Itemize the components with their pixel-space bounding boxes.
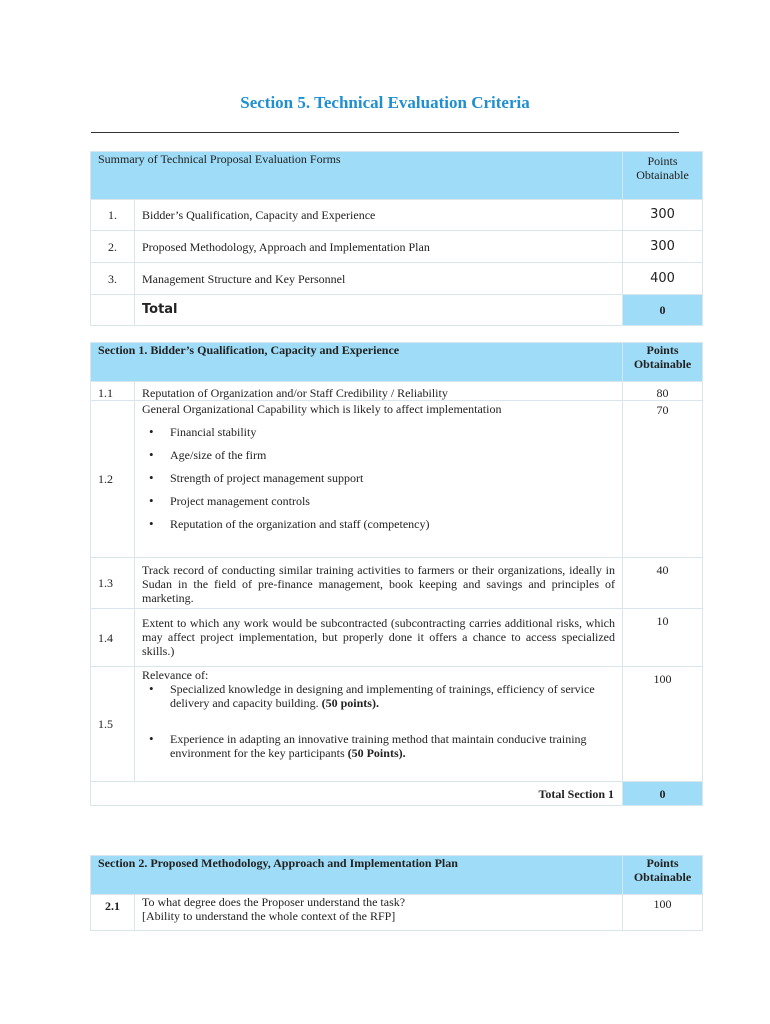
list-item-points: (50 Points). bbox=[347, 746, 406, 760]
summary-header-label: Summary of Technical Proposal Evaluation Forms bbox=[91, 152, 623, 200]
row-number: 2. bbox=[91, 231, 135, 263]
table-row bbox=[91, 667, 703, 782]
section1-total-row bbox=[91, 782, 703, 806]
total-value: 0 bbox=[623, 782, 703, 806]
row-text: Extent to which any work would be subcontracted (subcontracting carries additional risks, which may affect project implementation, but properly done it offers a chance to access specialized skills.) bbox=[135, 609, 623, 667]
row-number: 1.2 bbox=[91, 401, 135, 558]
section2-points-header: Points Obtainable bbox=[623, 856, 703, 895]
list-item bbox=[142, 682, 615, 710]
list-item bbox=[142, 732, 615, 760]
row-points: 300 bbox=[623, 231, 703, 263]
row-text: General Organizational Capability which is likely to affect implementation bbox=[142, 402, 502, 416]
row-points: 100 bbox=[623, 895, 703, 931]
row-text: To what degree does the Proposer understand the task? bbox=[142, 895, 406, 909]
row-text: Reputation of Organization and/or Staff Credibility / Reliability bbox=[135, 382, 623, 401]
section1-table bbox=[90, 342, 703, 806]
section2-table bbox=[90, 855, 703, 931]
section1-header-row bbox=[91, 343, 703, 382]
row-number: 3. bbox=[91, 263, 135, 295]
row-text: Track record of conducting similar training activities to farmers or their organizations, ideally in Sudan in the field of pre-finance management, book keeping and savings and principles of marketing. bbox=[135, 558, 623, 609]
table-row bbox=[91, 231, 703, 263]
row-points: 400 bbox=[623, 263, 703, 295]
row-number: 1. bbox=[91, 200, 135, 231]
list-item-points: (50 points). bbox=[321, 696, 379, 710]
summary-total-row bbox=[91, 295, 703, 326]
table-row bbox=[91, 200, 703, 231]
summary-table bbox=[90, 151, 703, 326]
total-label: Total Section 1 bbox=[91, 782, 623, 806]
list-item-text: Experience in adapting an innovative training method that maintain conducive training environment for the key participants bbox=[170, 732, 587, 760]
row-content bbox=[135, 667, 623, 782]
row-number: 2.1 bbox=[91, 895, 135, 931]
table-row bbox=[91, 609, 703, 667]
section1-points-header: Points Obtainable bbox=[623, 343, 703, 382]
row-points: 40 bbox=[623, 558, 703, 609]
total-value: 0 bbox=[623, 295, 703, 326]
row-number: 1.5 bbox=[91, 667, 135, 782]
row-subtext: [Ability to understand the whole context of the RFP] bbox=[142, 909, 396, 923]
table-row bbox=[91, 895, 703, 931]
row-content bbox=[135, 895, 623, 931]
summary-points-header: Points Obtainable bbox=[623, 152, 703, 200]
list-item: • Reputation of the organization and staff (competency) bbox=[142, 517, 615, 531]
row-number: 1.4 bbox=[91, 609, 135, 667]
row-points: 100 bbox=[623, 667, 703, 782]
table-row bbox=[91, 401, 703, 558]
total-label: Total bbox=[135, 295, 623, 326]
list-item-text: Specialized knowledge in designing and implementing of trainings, efficiency of service delivery and capacity building. bbox=[170, 682, 595, 710]
section2-header-label: Section 2. Proposed Methodology, Approach and Implementation Plan bbox=[91, 856, 623, 895]
list-item: • Financial stability bbox=[142, 425, 615, 439]
summary-header-row bbox=[91, 152, 703, 200]
row-number: 1.1 bbox=[91, 382, 135, 401]
list-item: • Strength of project management support bbox=[142, 471, 615, 485]
row-label: Management Structure and Key Personnel bbox=[135, 263, 623, 295]
row-intro: Relevance of: bbox=[142, 668, 209, 682]
bullet-list bbox=[142, 682, 615, 760]
page-title: Section 5. Technical Evaluation Criteria bbox=[240, 93, 530, 112]
row-number: 1.3 bbox=[91, 558, 135, 609]
row-points: 300 bbox=[623, 200, 703, 231]
section1-header-label: Section 1. Bidder’s Qualification, Capacity and Experience bbox=[91, 343, 623, 382]
row-label: Proposed Methodology, Approach and Implementation Plan bbox=[135, 231, 623, 263]
section2-header-row bbox=[91, 856, 703, 895]
row-points: 10 bbox=[623, 609, 703, 667]
table-row bbox=[91, 382, 703, 401]
row-label: Bidder’s Qualification, Capacity and Experience bbox=[135, 200, 623, 231]
bullet-list bbox=[142, 425, 615, 531]
title-divider bbox=[91, 132, 679, 133]
empty-cell bbox=[91, 295, 135, 326]
table-row bbox=[91, 263, 703, 295]
list-item: • Age/size of the firm bbox=[142, 448, 615, 462]
table-row bbox=[91, 558, 703, 609]
list-item: • Project management controls bbox=[142, 494, 615, 508]
row-content bbox=[135, 401, 623, 558]
row-points: 80 bbox=[623, 382, 703, 401]
row-points: 70 bbox=[623, 401, 703, 558]
